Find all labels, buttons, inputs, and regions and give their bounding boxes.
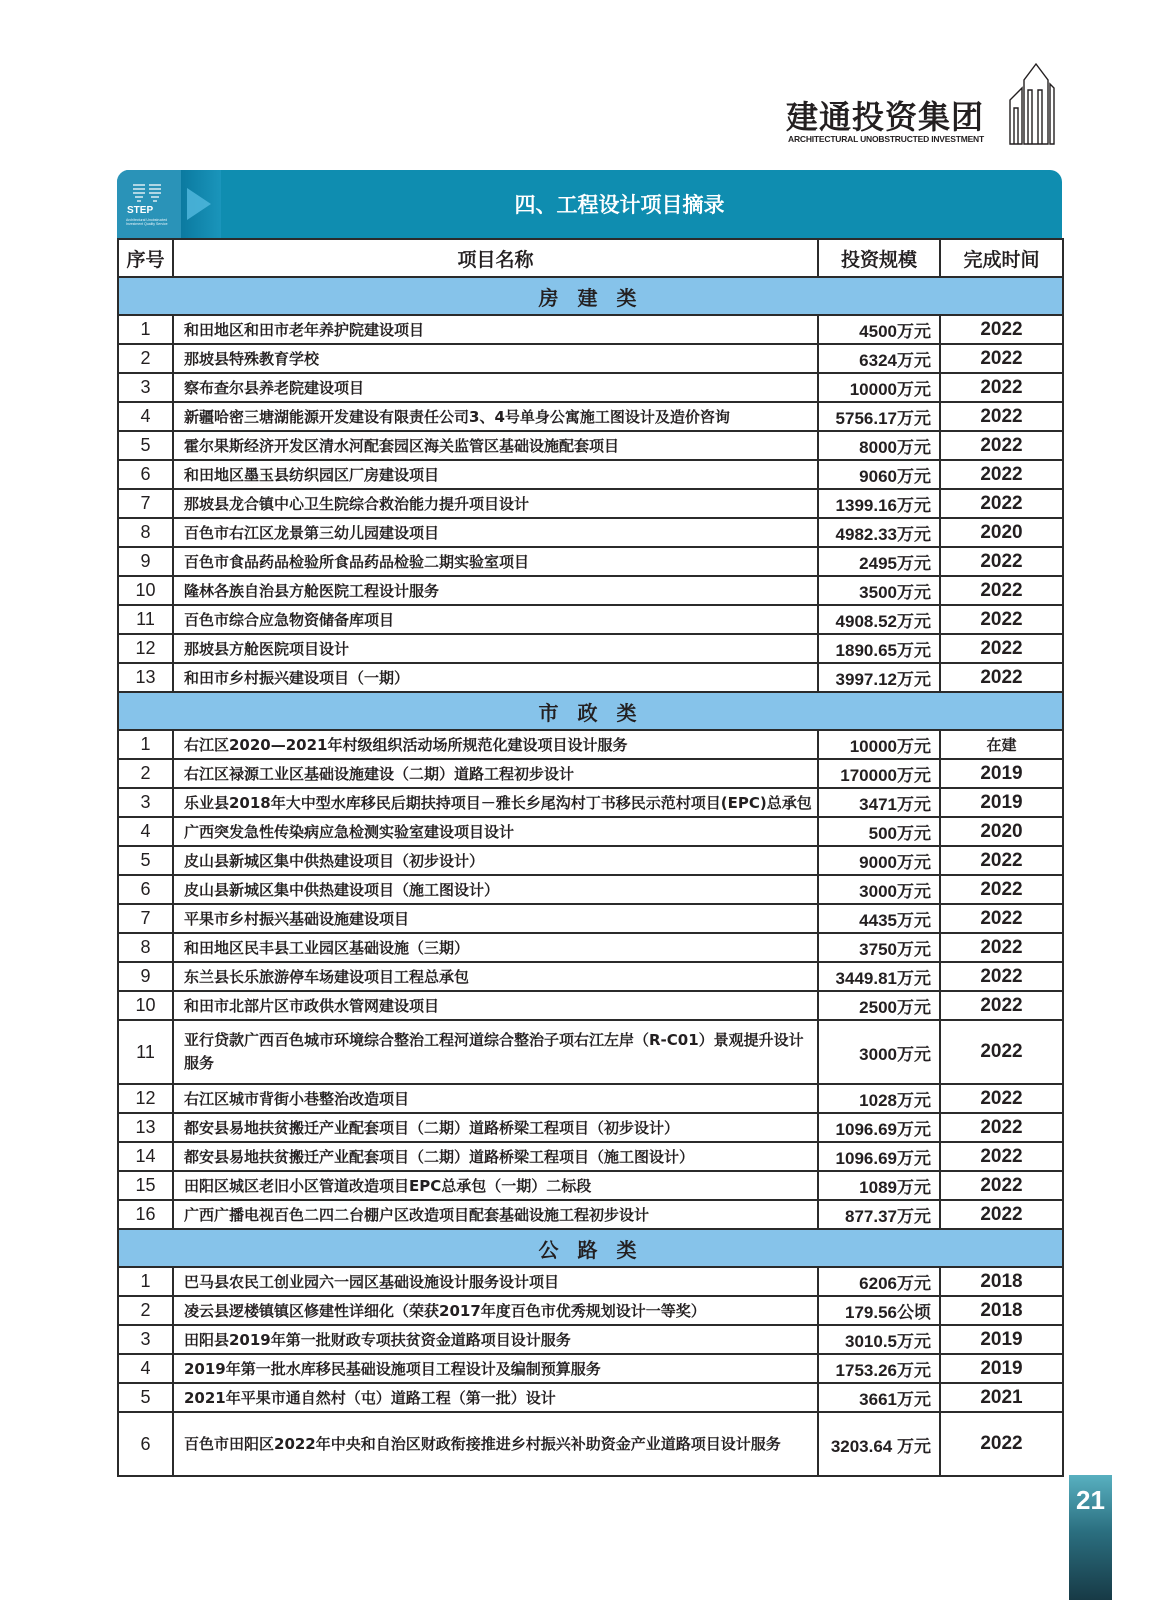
table-row (118, 991, 1063, 1020)
investment-amount: 4500万元 (818, 315, 940, 344)
completion-year: 2021 (940, 1383, 1063, 1412)
row-number: 4 (118, 402, 173, 431)
project-name: 百色市食品药品检验所食品药品检验二期实验室项目 (173, 547, 818, 576)
completion-year: 2022 (940, 933, 1063, 962)
table-row (118, 1171, 1063, 1200)
investment-amount: 4908.52万元 (818, 605, 940, 634)
investment-amount: 3000万元 (818, 875, 940, 904)
project-name: 亚行贷款广西百色城市环境综合整治工程河道综合整治子项右江左岸（R-C01）景观提升设计服务 (173, 1020, 818, 1084)
investment-amount: 10000万元 (818, 373, 940, 402)
row-number: 10 (118, 991, 173, 1020)
table-row (118, 460, 1063, 489)
table-row (118, 431, 1063, 460)
completion-year: 2022 (940, 663, 1063, 692)
project-name: 察布查尔县养老院建设项目 (173, 373, 818, 402)
completion-year: 2020 (940, 817, 1063, 846)
row-number: 6 (118, 875, 173, 904)
project-name: 那坡县方舱医院项目设计 (173, 634, 818, 663)
row-number: 12 (118, 1084, 173, 1113)
building-logo-icon (1008, 60, 1056, 148)
table-row (118, 1142, 1063, 1171)
table-row (118, 1412, 1063, 1476)
completion-year: 2022 (940, 1020, 1063, 1084)
table-row (118, 402, 1063, 431)
table-row (118, 846, 1063, 875)
investment-amount: 1890.65万元 (818, 634, 940, 663)
table-row (118, 373, 1063, 402)
category-row (118, 277, 1063, 315)
project-name: 凌云县逻楼镇镇区修建性详细化（荣获2017年度百色市优秀规划设计一等奖） (173, 1296, 818, 1325)
project-name: 广西广播电视百色二四二台棚户区改造项目配套基础设施工程初步设计 (173, 1200, 818, 1229)
table-row (118, 1020, 1063, 1084)
completion-year: 2022 (940, 1113, 1063, 1142)
investment-amount: 1096.69万元 (818, 1113, 940, 1142)
row-number: 4 (118, 1354, 173, 1383)
completion-year: 2022 (940, 1084, 1063, 1113)
investment-amount: 179.56公顷 (818, 1296, 940, 1325)
table-row (118, 1354, 1063, 1383)
table-row (118, 315, 1063, 344)
step-logo-text: STEP (127, 205, 154, 216)
project-name: 广西突发急性传染病应急检测实验室建设项目设计 (173, 817, 818, 846)
completion-year: 2022 (940, 991, 1063, 1020)
table-row (118, 576, 1063, 605)
investment-amount: 1399.16万元 (818, 489, 940, 518)
project-name: 乐业县2018年大中型水库移民后期扶持项目－雅长乡尾沟村丁书移民示范村项目(EPC)总承包 (173, 788, 818, 817)
table-row (118, 1325, 1063, 1354)
investment-amount: 3010.5万元 (818, 1325, 940, 1354)
project-name: 平果市乡村振兴基础设施建设项目 (173, 904, 818, 933)
investment-amount: 2495万元 (818, 547, 940, 576)
investment-amount: 5756.17万元 (818, 402, 940, 431)
completion-year: 2019 (940, 1354, 1063, 1383)
header-no: 序号 (118, 239, 173, 277)
table-row (118, 1383, 1063, 1412)
row-number: 3 (118, 1325, 173, 1354)
investment-amount: 1089万元 (818, 1171, 940, 1200)
completion-year: 2022 (940, 875, 1063, 904)
table-row (118, 1113, 1063, 1142)
investment-amount: 170000万元 (818, 759, 940, 788)
table-row (118, 1200, 1063, 1229)
row-number: 5 (118, 846, 173, 875)
row-number: 3 (118, 788, 173, 817)
page-number: 21 (1076, 1485, 1105, 1515)
investment-amount: 9000万元 (818, 846, 940, 875)
brand-name-cn: 建通投资集团 (786, 98, 985, 136)
completion-year: 2019 (940, 788, 1063, 817)
project-name: 都安县易地扶贫搬迁产业配套项目（二期）道路桥梁工程项目（施工图设计） (173, 1142, 818, 1171)
table-row (118, 344, 1063, 373)
table-row (118, 817, 1063, 846)
investment-amount: 3997.12万元 (818, 663, 940, 692)
project-name: 右江区禄源工业区基础设施建设（二期）道路工程初步设计 (173, 759, 818, 788)
step-logo-subtext: Architectural Unobstructed Investment Quality Service (126, 218, 168, 226)
investment-amount: 1096.69万元 (818, 1142, 940, 1171)
table-row (118, 759, 1063, 788)
category-row (118, 1229, 1063, 1267)
investment-amount: 10000万元 (818, 730, 940, 759)
project-name: 和田市北部片区市政供水管网建设项目 (173, 991, 818, 1020)
investment-amount: 3449.81万元 (818, 962, 940, 991)
section-banner (117, 170, 1062, 239)
row-number: 8 (118, 933, 173, 962)
row-number: 1 (118, 315, 173, 344)
project-name: 百色市田阳区2022年中央和自治区财政衔接推进乡村振兴补助资金产业道路项目设计服务 (173, 1412, 818, 1476)
category-row (118, 692, 1063, 730)
project-name: 2019年第一批水库移民基础设施项目工程设计及编制预算服务 (173, 1354, 818, 1383)
row-number: 16 (118, 1200, 173, 1229)
project-name: 皮山县新城区集中供热建设项目（初步设计） (173, 846, 818, 875)
project-name: 那坡县龙合镇中心卫生院综合救治能力提升项目设计 (173, 489, 818, 518)
table-row (118, 788, 1063, 817)
completion-year: 2022 (940, 431, 1063, 460)
completion-year: 2019 (940, 1325, 1063, 1354)
table-row (118, 875, 1063, 904)
project-name: 右江区2020—2021年村级组织活动场所规范化建设项目设计服务 (173, 730, 818, 759)
table-row (118, 1267, 1063, 1296)
completion-year: 2022 (940, 1200, 1063, 1229)
category-title: 市 政 类 (118, 692, 1063, 730)
project-name: 都安县易地扶贫搬迁产业配套项目（二期）道路桥梁工程项目（初步设计） (173, 1113, 818, 1142)
project-name: 田阳县2019年第一批财政专项扶贫资金道路项目设计服务 (173, 1325, 818, 1354)
completion-year: 2022 (940, 605, 1063, 634)
completion-year: 2022 (940, 904, 1063, 933)
brand-logo (786, 60, 1056, 152)
row-number: 10 (118, 576, 173, 605)
row-number: 15 (118, 1171, 173, 1200)
completion-year: 2022 (940, 846, 1063, 875)
investment-amount: 3471万元 (818, 788, 940, 817)
completion-year: 2022 (940, 547, 1063, 576)
investment-amount: 6206万元 (818, 1267, 940, 1296)
completion-year: 2020 (940, 518, 1063, 547)
page-number-tab (1069, 1475, 1112, 1600)
table-header-row (118, 239, 1063, 277)
row-number: 1 (118, 1267, 173, 1296)
completion-year: 2018 (940, 1267, 1063, 1296)
row-number: 11 (118, 1020, 173, 1084)
investment-amount: 3500万元 (818, 576, 940, 605)
table-row (118, 547, 1063, 576)
table-row (118, 605, 1063, 634)
row-number: 9 (118, 547, 173, 576)
investment-amount: 3661万元 (818, 1383, 940, 1412)
investment-amount: 4435万元 (818, 904, 940, 933)
row-number: 5 (118, 1383, 173, 1412)
completion-year: 在建 (940, 730, 1063, 759)
investment-amount: 3203.64 万元 (818, 1412, 940, 1476)
investment-amount: 2500万元 (818, 991, 940, 1020)
completion-year: 2022 (940, 634, 1063, 663)
table-row (118, 663, 1063, 692)
table-row (118, 904, 1063, 933)
investment-amount: 1753.26万元 (818, 1354, 940, 1383)
completion-year: 2022 (940, 373, 1063, 402)
project-name: 和田地区和田市老年养护院建设项目 (173, 315, 818, 344)
project-name: 霍尔果斯经济开发区清水河配套园区海关监管区基础设施配套项目 (173, 431, 818, 460)
category-title: 公 路 类 (118, 1229, 1063, 1267)
section-title: 四、工程设计项目摘录 (514, 193, 725, 217)
row-number: 13 (118, 1113, 173, 1142)
table-row (118, 1084, 1063, 1113)
project-name: 东兰县长乐旅游停车场建设项目工程总承包 (173, 962, 818, 991)
project-name: 和田市乡村振兴建设项目（一期） (173, 663, 818, 692)
project-name: 隆林各族自治县方舱医院工程设计服务 (173, 576, 818, 605)
row-number: 2 (118, 1296, 173, 1325)
investment-amount: 6324万元 (818, 344, 940, 373)
projects-table (117, 238, 1064, 1477)
project-name: 和田地区墨玉县纺织园区厂房建设项目 (173, 460, 818, 489)
header-name: 项目名称 (173, 239, 818, 277)
row-number: 11 (118, 605, 173, 634)
project-name: 田阳区城区老旧小区管道改造项目EPC总承包（一期）二标段 (173, 1171, 818, 1200)
project-name: 百色市右江区龙景第三幼儿园建设项目 (173, 518, 818, 547)
completion-year: 2022 (940, 489, 1063, 518)
row-number: 2 (118, 759, 173, 788)
completion-year: 2022 (940, 962, 1063, 991)
completion-year: 2022 (940, 576, 1063, 605)
completion-year: 2022 (940, 402, 1063, 431)
table-row (118, 518, 1063, 547)
header-investment: 投资规模 (818, 239, 940, 277)
completion-year: 2019 (940, 759, 1063, 788)
table-row (118, 730, 1063, 759)
project-name: 皮山县新城区集中供热建设项目（施工图设计） (173, 875, 818, 904)
investment-amount: 1028万元 (818, 1084, 940, 1113)
completion-year: 2022 (940, 1171, 1063, 1200)
investment-amount: 8000万元 (818, 431, 940, 460)
project-name: 巴马县农民工创业园六一园区基础设施设计服务设计项目 (173, 1267, 818, 1296)
investment-amount: 4982.33万元 (818, 518, 940, 547)
table-row (118, 933, 1063, 962)
header-completion: 完成时间 (940, 239, 1063, 277)
row-number: 1 (118, 730, 173, 759)
row-number: 4 (118, 817, 173, 846)
investment-amount: 500万元 (818, 817, 940, 846)
completion-year: 2022 (940, 315, 1063, 344)
row-number: 9 (118, 962, 173, 991)
row-number: 3 (118, 373, 173, 402)
row-number: 14 (118, 1142, 173, 1171)
project-name: 2021年平果市通自然村（屯）道路工程（第一批）设计 (173, 1383, 818, 1412)
row-number: 7 (118, 489, 173, 518)
category-title: 房 建 类 (118, 277, 1063, 315)
row-number: 6 (118, 1412, 173, 1476)
investment-amount: 3000万元 (818, 1020, 940, 1084)
table-row (118, 489, 1063, 518)
table-row (118, 962, 1063, 991)
row-number: 5 (118, 431, 173, 460)
completion-year: 2022 (940, 460, 1063, 489)
table-row (118, 634, 1063, 663)
project-name: 和田地区民丰县工业园区基础设施（三期） (173, 933, 818, 962)
brand-name-en: ARCHITECTURAL UNOBSTRUCTED INVESTMENT (788, 134, 984, 144)
investment-amount: 877.37万元 (818, 1200, 940, 1229)
row-number: 8 (118, 518, 173, 547)
investment-amount: 3750万元 (818, 933, 940, 962)
project-name: 右江区城市背街小巷整治改造项目 (173, 1084, 818, 1113)
completion-year: 2022 (940, 1412, 1063, 1476)
project-name: 那坡县特殊教育学校 (173, 344, 818, 373)
completion-year: 2022 (940, 344, 1063, 373)
completion-year: 2018 (940, 1296, 1063, 1325)
row-number: 12 (118, 634, 173, 663)
project-name: 新疆哈密三塘湖能源开发建设有限责任公司3、4号单身公寓施工图设计及造价咨询 (173, 402, 818, 431)
row-number: 2 (118, 344, 173, 373)
completion-year: 2022 (940, 1142, 1063, 1171)
row-number: 13 (118, 663, 173, 692)
table-row (118, 1296, 1063, 1325)
table-body (118, 277, 1063, 1476)
project-name: 百色市综合应急物资储备库项目 (173, 605, 818, 634)
row-number: 7 (118, 904, 173, 933)
investment-amount: 9060万元 (818, 460, 940, 489)
row-number: 6 (118, 460, 173, 489)
